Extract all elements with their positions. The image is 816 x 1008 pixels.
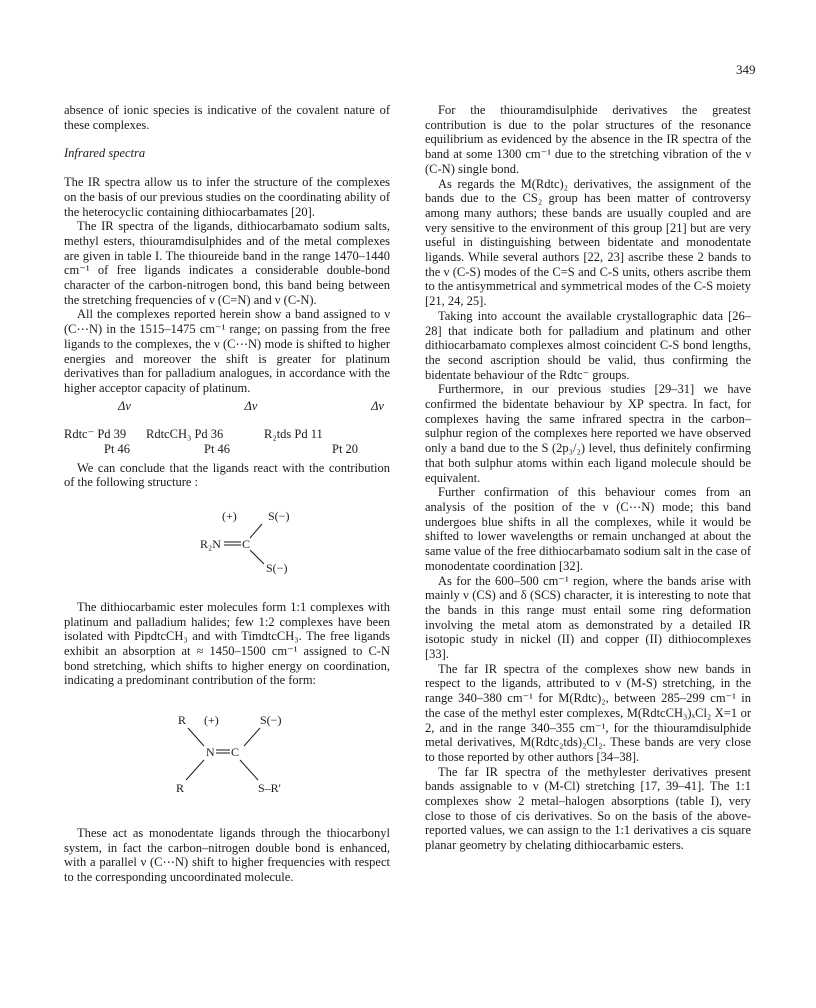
paragraph: The far IR spectra of the complexes show new bands in respect to the ligands, attributed to ν (M-S) stretching, in the range 340–380 cm⁻¹ for M(Rdtc)₂, between 285–299 cm⁻¹ in the case of the methyl ester complexes, M(RdtcCH₃)ₓCl₂ X=1 or 2, and in the range 340–355 cm⁻¹, for the thiouramdisulphide metal derivatives, M(Rdtc₂tds)₂Cl₂. These bands are very close to those reported by other authors [34–38]. bbox=[425, 661, 751, 764]
charge-label: (+) bbox=[222, 509, 237, 524]
single-bond bbox=[250, 524, 262, 538]
delta-nu-row bbox=[64, 442, 390, 457]
delta-nu-header bbox=[64, 399, 390, 414]
paragraph: These act as monodentate ligands through the thiocarbonyl system, in fact the carbon–nitrogen double bond is enhanced, with a parallel ν (C⋯N) shift to higher frequencies with respect to the corresponding uncoordinated molecule. bbox=[64, 825, 390, 884]
single-bond bbox=[186, 760, 204, 780]
paragraph: The IR spectra allow us to infer the structure of the complexes on the basis of our previous studies on the coordinating ability of the heterocyclic containing dithiocarbamates [20]. bbox=[64, 175, 390, 219]
paragraph: Furthermore, in our previous studies [29–31] we have confirmed the bidentate behaviour by XP spectra. In fact, for complexes having the same infrared spectra in the carbon–sulphur region of the complexes here reported we have observed only a band due to the S (2p₃/₂) level, thus definitely confirming that both sulphur atoms within each ligand molecule should be equivalent. bbox=[425, 382, 751, 485]
atom-label: S(−) bbox=[266, 561, 288, 576]
atom-label: S(−) bbox=[268, 509, 290, 524]
atom-label: S–R' bbox=[258, 781, 281, 796]
delta-nu-cell: Pt 20 bbox=[332, 442, 359, 457]
atom-label: S(−) bbox=[260, 713, 282, 728]
section-heading: Infrared spectra bbox=[64, 146, 146, 161]
paragraph: The dithiocarbamic ester molecules form 1:1 complexes with platinum and palladium halides; few 1:2 complexes have been isolated with PipdtcCH₃ and with TimdtcCH₃. The free ligands exhibit an absorption at ≈ 1450–1500 cm⁻¹ assigned to C-N bond stretching, which shifts to higher energy on coordination, indicating a predominant contribution of the form: bbox=[64, 599, 390, 688]
single-bond bbox=[240, 760, 258, 780]
chemical-structure-ester bbox=[64, 704, 390, 808]
single-bond bbox=[244, 728, 260, 746]
delta-nu-row bbox=[64, 427, 390, 442]
left-column bbox=[64, 103, 390, 885]
delta-nu-label: Δν bbox=[244, 398, 258, 413]
atom-label: R₂N bbox=[200, 537, 221, 552]
paragraph: As for the 600–500 cm⁻¹ region, where the bands arise with mainly ν (CS) and δ (SCS) character, it is interesting to note that the bands in this range must entail some ring deformation involving the metal atom as demonstrated by a detailed IR isotopic study in nickel (II) and copper (II) dithiocomplexes [33]. bbox=[425, 573, 751, 662]
atom-label: C bbox=[242, 537, 251, 552]
atom-label: R bbox=[176, 781, 185, 796]
paragraph: The IR spectra of the ligands, dithiocarbamato sodium salts, methyl esters, thiouramdisulphides and of the metal complexes are given in table I. The thioureide band in the range 1470–1440 cm⁻¹ of free ligands indicates a considerable double-bond character of the carbon-nitrogen bond, this band being between the stretching frequencies of ν (C=N) and ν (C-N). bbox=[64, 219, 390, 307]
page-number: 349 bbox=[736, 62, 756, 77]
single-bond bbox=[250, 550, 264, 564]
right-column bbox=[425, 103, 751, 853]
atom-label: C bbox=[231, 745, 240, 760]
delta-nu-cell: Pt 46 bbox=[204, 442, 231, 457]
delta-nu-label: Δν bbox=[118, 398, 131, 413]
paragraph: For the thiouramdisulphide derivatives the greatest contribution is due to the polar structures of the resonance equilibrium as evidenced by the absence in the IR spectra of the band at some 1300 cm⁻¹ due to the stretching vibration of the ν (C-N) single bond. bbox=[425, 103, 751, 176]
delta-nu-cell: Rdtc⁻ Pd 39 bbox=[64, 427, 127, 442]
paragraph: Taking into account the available crystallographic data [26–28] that indicate both for palladium and platinum and other dithiocarbamato complexes almost coincident C-S bond lengths, the second ascription should be valid, thus confirming the bidentate behaviour of the Rdtc⁻ groups. bbox=[425, 308, 751, 382]
paragraph: Further confirmation of this behaviour comes from an analysis of the position of the ν (C⋯N) mode; this band undergoes blue shifts in all the complexes, while it would be shifted to lower wavelengths or remain unchanged at about the same value of the free dithiocarbamato sodium salt in the case of monodentate coordination [32]. bbox=[425, 485, 751, 573]
paragraph: All the complexes reported herein show a band assigned to ν (C⋯N) in the 1515–1475 cm⁻¹ range; on passing from the free ligands to the complexes, the ν (C⋯N) mode is shifted to higher energies and moreover the shift is greater for platinum derivatives than for palladium analogues, in accordance with the higher acceptor capacity of platinum. bbox=[64, 307, 390, 395]
single-bond bbox=[188, 728, 204, 746]
atom-label: R bbox=[178, 713, 187, 728]
chemical-structure-dithiocarbamate bbox=[64, 506, 390, 582]
paragraph: absence of ionic species is indicative of the covalent nature of these complexes. bbox=[64, 103, 390, 132]
delta-nu-cell: RdtcCH₃ Pd 36 bbox=[146, 427, 224, 442]
paragraph: As regards the M(Rdtc)₂ derivatives, the assignment of the bands due to the CS₂ group has been matter of controversy among many authors; these bands are usually coupled and are very sensitive to the environment of this group [21] but are very useful in distinguishing between bidentate and monodentate ligands. While several authors [22, 23] ascribe these 2 bands to the ν (C-S) modes of the C=S and C-S units, others ascribe them to the antisymmetrical and symmetrical modes of the C-S moiety [21, 24, 25]. bbox=[425, 176, 751, 309]
paragraph: The far IR spectra of the methylester derivatives present bands assignable to ν (M-Cl) stretching [17, 39–41]. The 1:1 complexes show 2 metal–halogen absorptions (table I), very close to those of cis derivatives. So on the basis of the above-reported values, we can assign to the 1:1 derivatives a cis square planar geometry by chelating dithiocarbamic esters. bbox=[425, 764, 751, 853]
delta-nu-cell: Pt 46 bbox=[104, 442, 131, 457]
delta-nu-label: Δν bbox=[371, 398, 384, 413]
atom-label: N bbox=[206, 745, 215, 760]
paragraph: We can conclude that the ligands react with the contribution of the following structure : bbox=[64, 460, 390, 490]
delta-nu-cell: R₂tds Pd 11 bbox=[264, 427, 323, 442]
charge-label: (+) bbox=[204, 713, 219, 728]
delta-nu-table bbox=[64, 427, 390, 456]
